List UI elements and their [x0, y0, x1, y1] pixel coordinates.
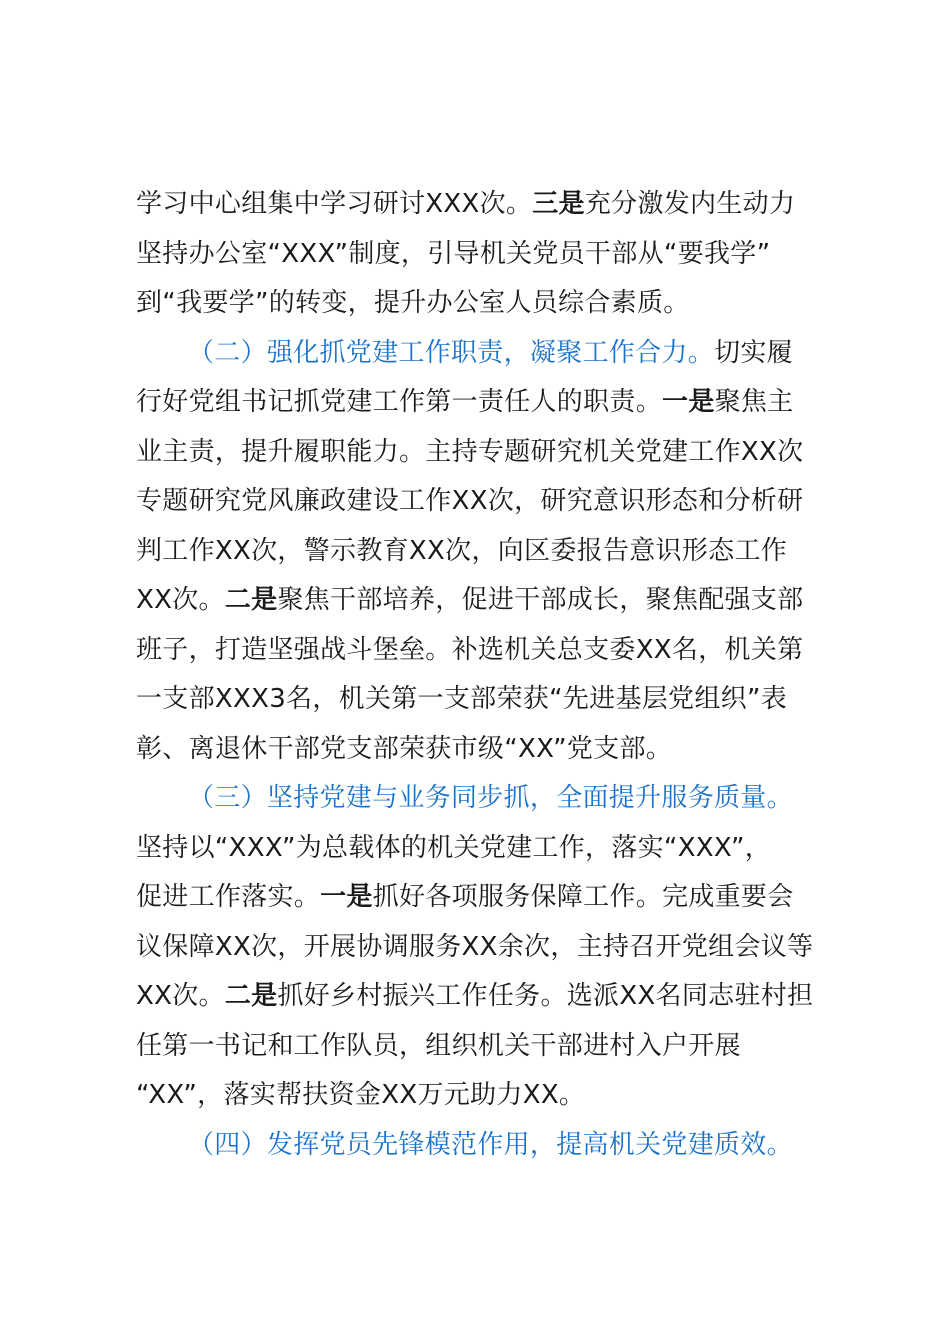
body-text: 切实履	[714, 337, 793, 368]
emphasis-marker: 三是	[532, 189, 585, 219]
emphasis-marker: 一是	[662, 387, 715, 417]
paragraph-p0	[136, 180, 856, 329]
body-text: “XX”，落实帮扶资金XX万元助力XX。	[136, 1080, 586, 1110]
text-line	[136, 725, 856, 775]
text-line	[136, 279, 856, 329]
text-line	[136, 1022, 856, 1072]
text-line	[136, 873, 856, 923]
body-text: 议保障XX次，开展协调服务XX余次，主持召开党组会议等	[136, 931, 814, 962]
text-line	[136, 329, 856, 379]
text-line	[136, 378, 856, 428]
text-line	[136, 824, 856, 874]
text-line	[136, 626, 856, 676]
paragraph-p2	[136, 774, 856, 1121]
text-line	[136, 923, 856, 973]
body-text: 彰、离退休干部党支部荣获市级“XX”党支部。	[136, 733, 673, 764]
paragraph-p3	[136, 1121, 856, 1171]
body-text: 坚持以“XXX”为总载体的机关党建工作，落实“XXX”，	[136, 832, 772, 863]
text-line	[136, 675, 856, 725]
section-heading: （三）坚持党建与业务同步抓，全面提升服务质量。	[188, 783, 793, 813]
emphasis-marker: 二是	[224, 585, 278, 615]
body-text: 聚焦主	[714, 387, 794, 417]
body-text: 业主责，提升履职能力。主持专题研究机关党建工作XX次	[136, 436, 804, 467]
body-text: 坚持办公室“XXX”制度，引导机关党员干部从“要我学”	[136, 238, 771, 269]
text-line	[136, 972, 856, 1022]
body-text: 充分激发内生动力	[584, 189, 796, 219]
body-text: 促进工作落实。	[136, 882, 321, 912]
body-text: XX次。	[136, 981, 225, 1011]
emphasis-marker: 一是	[320, 882, 373, 912]
text-line	[136, 428, 856, 478]
body-text: XX次。	[136, 585, 225, 615]
text-line	[136, 180, 856, 230]
body-text: 行好党组书记抓党建工作第一责任人的职责。	[136, 387, 663, 417]
body-text: 到“我要学”的转变，提升办公室人员综合素质。	[136, 288, 690, 318]
body-text: 学习中心组集中学习研讨XXX次。	[136, 189, 533, 219]
body-text: 抓好乡村振兴工作任务。选派XX名同志驻村担	[277, 981, 814, 1011]
emphasis-marker: 二是	[224, 981, 278, 1011]
body-text: 判工作XX次，警示教育XX次，向区委报告意识形态工作	[136, 535, 788, 566]
body-text: 班子，打造坚强战斗堡垒。补选机关总支委XX名，机关第	[136, 634, 804, 665]
document-body	[136, 180, 856, 1170]
body-text: 抓好各项服务保障工作。完成重要会	[372, 882, 794, 912]
text-line	[136, 1121, 856, 1171]
text-line	[136, 576, 856, 626]
text-line	[136, 477, 856, 527]
text-line	[136, 527, 856, 577]
section-heading: （二）强化抓党建工作职责，凝聚工作合力。	[188, 337, 715, 368]
paragraph-p1	[136, 329, 856, 775]
body-text: 任第一书记和工作队员，组织机关干部进村入户开展	[136, 1030, 741, 1061]
text-line	[136, 1071, 856, 1121]
text-line	[136, 774, 856, 824]
body-text: 专题研究党风廉政建设工作XX次，研究意识形态和分析研	[136, 486, 804, 516]
text-line	[136, 230, 856, 280]
body-text: 一支部XXX3名，机关第一支部荣获“先进基层党组织”表	[136, 684, 788, 714]
section-heading: （四）发挥党员先锋模范作用，提高机关党建质效。	[188, 1129, 793, 1160]
body-text: 聚焦干部培养，促进干部成长，聚焦配强支部	[277, 585, 804, 615]
